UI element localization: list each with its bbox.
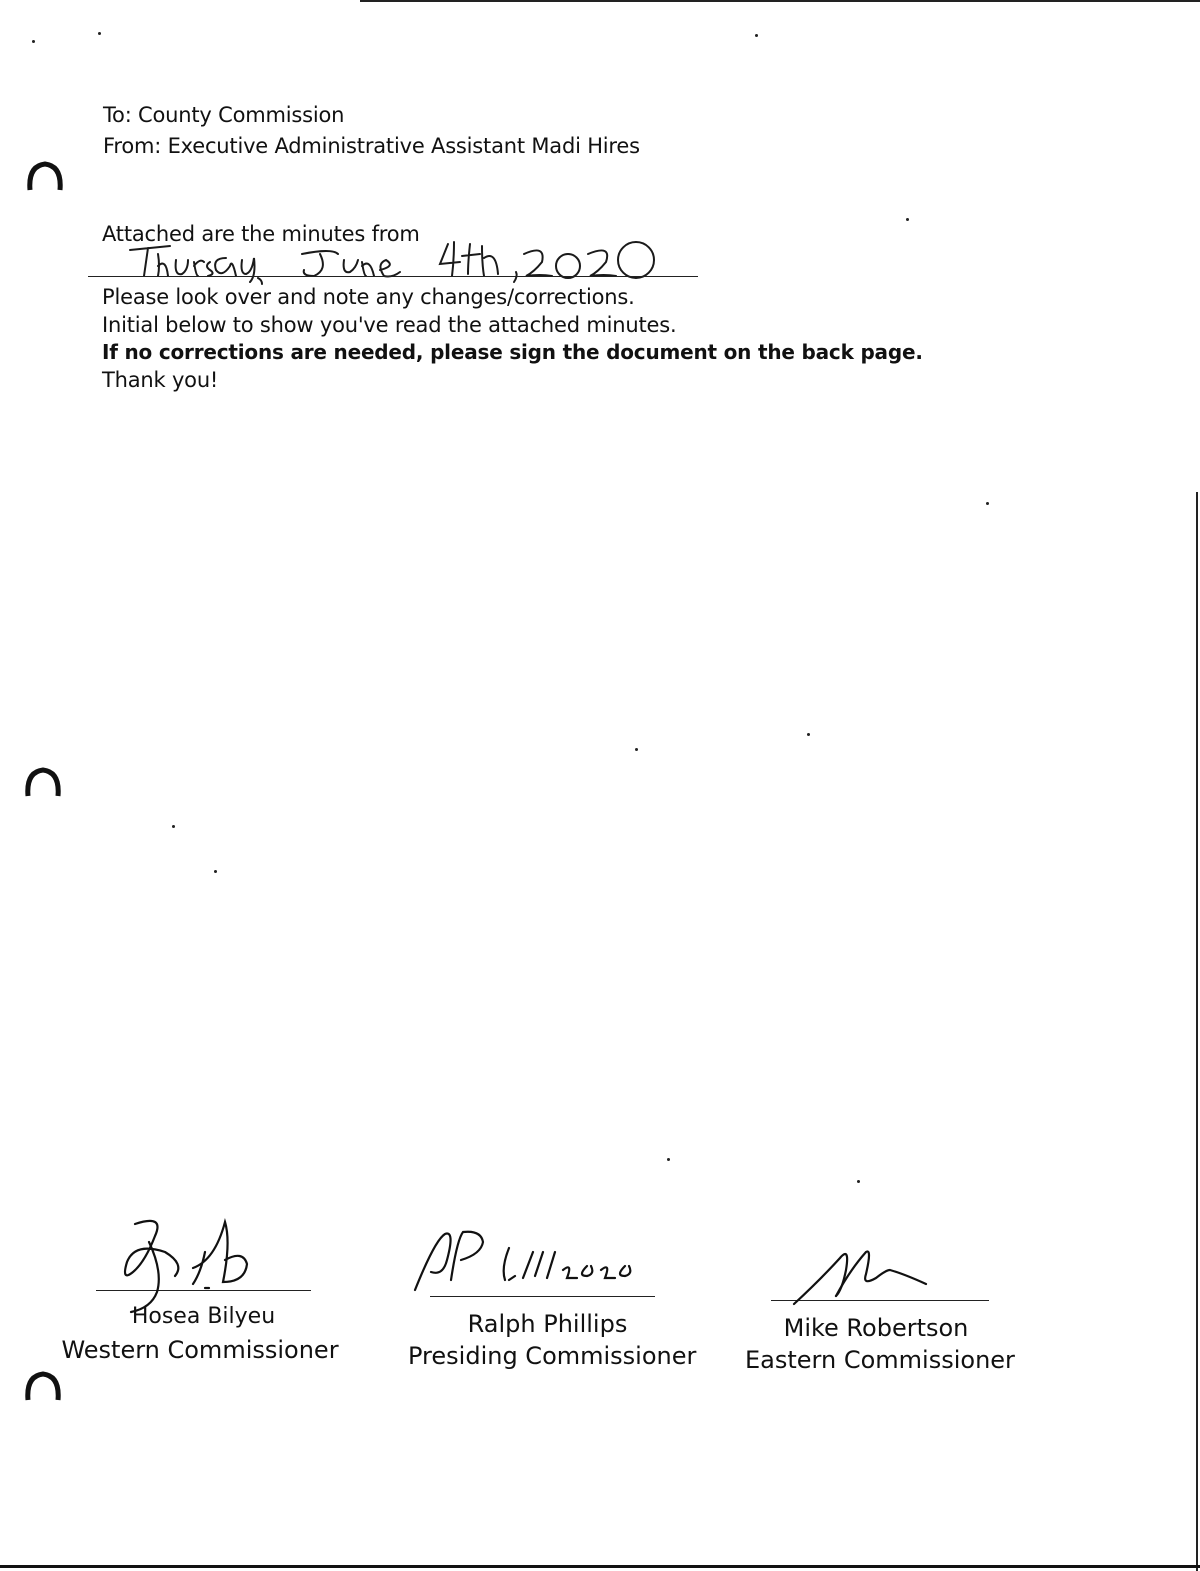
signature-ralph-phillips (405, 1220, 645, 1300)
memo-from-line: From: Executive Administrative Assistant Madi Hires (103, 134, 640, 158)
scan-speck (214, 870, 217, 873)
memo-attached-line: Attached are the minutes from (102, 222, 420, 246)
scan-speck (807, 733, 810, 736)
memo-thanks-line: Thank you! (102, 368, 219, 392)
signature-mike-robertson (780, 1240, 940, 1310)
scan-speck (986, 502, 989, 505)
signer-title-eastern: Eastern Commissioner (745, 1346, 1015, 1374)
scan-speck (755, 34, 758, 37)
date-underline (88, 276, 698, 277)
punch-hole-icon (24, 1370, 62, 1404)
memo-initial-line: Initial below to show you've read the attached minutes. (102, 313, 677, 337)
memo-bold-instruction: If no corrections are needed, please sign the document on the back page. (102, 340, 923, 364)
scan-speck (172, 825, 175, 828)
signer-title-presiding: Presiding Commissioner (408, 1342, 697, 1370)
signer-name-eastern: Mike Robertson (783, 1314, 969, 1342)
page-right-edge (1196, 492, 1198, 1571)
punch-hole-icon (26, 160, 64, 194)
scan-speck (667, 1158, 670, 1161)
scan-speck (906, 218, 909, 221)
scan-speck (857, 1180, 860, 1183)
scan-speck (98, 32, 101, 35)
memo-to-line: To: County Commission (103, 103, 345, 127)
scan-speck (635, 748, 638, 751)
scan-speck (32, 40, 35, 43)
memo-please-line: Please look over and note any changes/corrections. (102, 285, 635, 309)
page-top-edge (360, 0, 1200, 2)
page-bottom-edge (0, 1565, 1200, 1568)
handwritten-date (100, 236, 700, 286)
punch-hole-icon (24, 766, 62, 800)
signer-name-presiding: Ralph Phillips (467, 1310, 628, 1338)
signer-name-western: Hosea Bilyeu (131, 1304, 276, 1329)
signer-title-western: Western Commissioner (61, 1336, 339, 1364)
